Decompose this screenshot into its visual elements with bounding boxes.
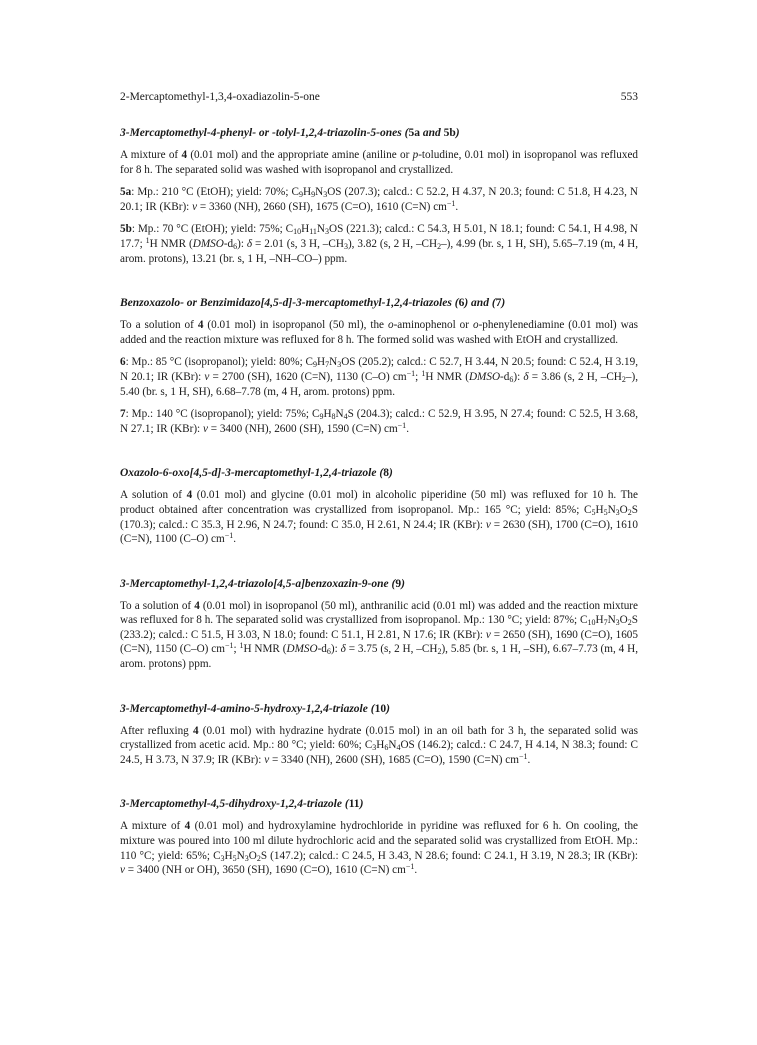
section-heading: 3-Mercaptomethyl-4,5-dihydroxy-1,2,4-triazole (11) <box>120 798 364 811</box>
procedure-paragraph: After refluxing 4 (0.01 mol) with hydrazine hydrate (0.015 mol) in an oil bath for 3 h, the separated solid was crystallized from acetic acid. Mp.: 80 °C; yield: 60%; $C_3H_6N_4OS$ (146.2); calcd.: C 24.7, H 4.14, N 38.3; found: C 24.5, H 3.73, N 37.9; IR (KBr): ν = 3340 (NH), 2600 (SH), 1685 (C=O), 1590 (C=N) $cm^{-1}$. <box>120 724 638 766</box>
compound-data-5b: 5b: Mp.: 70 °C (EtOH); yield: 75%; $C_{10}H_{11}N_3OS$ (221.3); calcd.: C 54.3, H 5.01, N 18.1; found: C 54.1, H 4.98, N 17.7; $^1$H NMR $(DMSO-d_6)$: δ = 2.01 (s, 3 H, $-CH_3$), 3.82 (s, 2 H, $-CH_2-$), 4.99 (br. s, 1 H, SH), 5.65–7.19 (m, 4 H, arom. protons), 13.21 (br. s, 1 H, –NH–CO–) ppm. <box>120 223 638 265</box>
procedure-paragraph: A mixture of 4 (0.01 mol) and hydroxylamine hydrochloride in pyridine was refluxed for 6 h. On cooling, the mixture was poured into 100 ml dilute hydrochloric acid and the separated solid was crystallized from EtOH. Mp.: 110 °C; yield: 65%; $C_3H_5N_3O_2S$ (147.2); calcd.: C 24.5, H 3.43, N 28.6; found: C 24.1, H 3.19, N 28.3; IR (KBr): ν = 3400 (NH or OH), 3650 (SH), 1690 (C=O), 1610 (C=N) $cm^{-1}$. <box>120 820 638 877</box>
section-heading: 3-Mercaptomethyl-4-phenyl- or -tolyl-1,2,4-triazolin-5-ones (5a and 5b) <box>120 127 460 139</box>
procedure-paragraph: A solution of 4 (0.01 mol) and glycine (0.01 mol) in alcoholic piperidine (50 ml) was refluxed for 10 h. The product obtained after concentration was crystallized from isopropanol. Mp.: 165 °C; yield: 85%; $C_5H_5N_3O_2S$ (170.3); calcd.: C 35.3, H 2.96, N 24.7; found: C 35.0, H 2.61, N 24.4; IR (KBr): ν = 2630 (SH), 1700 (C=O), 1610 (C=N), 1100 (C–O) $cm^{-1}$. <box>120 489 638 546</box>
procedure-paragraph: To a solution of 4 (0.01 mol) in isopropanol (50 ml), the o-aminophenol or o-phenylenediamine (0.01 mol) was added and the reaction mixture was refluxed for 8 h. The formed solid was washed with EtOH and crystallized. <box>120 319 639 346</box>
section-5a-5b <box>120 126 638 266</box>
running-head <box>120 90 638 104</box>
page <box>120 90 638 878</box>
section-heading: 3-Mercaptomethyl-4-amino-5-hydroxy-1,2,4-triazole (10) <box>120 702 390 715</box>
procedure-paragraph: A mixture of 4 (0.01 mol) and the appropriate amine (aniline or p-toludine, 0.01 mol) in isopropanol was refluxed for 8 h. The separated solid was washed with isopropanol and crystallized. <box>120 149 638 176</box>
procedure-paragraph: To a solution of 4 (0.01 mol) in isopropanol (50 ml), anthranilic acid (0.01 ml) was added and the reaction mixture was refluxed for 8 h. The separated solid was crystallized from isopropanol. Mp.: 130 °C; yield: 87%; $C_{10}H_7N_3O_2S$ (233.2); calcd.: C 51.5, H 3.03, N 18.0; found: C 51.1, H 2.81, N 17.6; IR (KBr): ν = 2650 (SH), 1690 (C=O), 1605 (C=N), 1150 (C–O) $cm^{-1}$; $^1$H NMR $(DMSO-d_6)$: δ = 3.75 (s, 2 H, $-CH_2$), 5.85 (br. s, 1 H, –SH), 6.67–7.73 (m, 4 H, arom. protons) ppm. <box>120 599 638 671</box>
section-10 <box>120 702 638 768</box>
running-head-title: 2-Mercaptomethyl-1,3,4-oxadiazolin-5-one <box>120 91 320 103</box>
section-8 <box>120 466 638 546</box>
compound-data-5a: 5a: Mp.: 210 °C (EtOH); yield: 70%; $C_9H_9N_3OS$ (207.3); calcd.: C 52.2, H 4.37, N 20.3; found: C 51.8, H 4.23, N 20.1; IR (KBr): ν = 3360 (NH), 2660 (SH), 1675 (C=O), 1610 (C=N) $cm^{-1}$. <box>120 186 638 213</box>
page-number: 553 <box>620 91 638 103</box>
section-11 <box>120 797 638 877</box>
section-9 <box>120 577 638 672</box>
section-heading: 3-Mercaptomethyl-1,2,4-triazolo[4,5-a]benzoxazin-9-one (9) <box>120 577 405 590</box>
section-6-7 <box>120 296 638 436</box>
compound-data-6: 6: Mp.: 85 °C (isopropanol); yield: 80%; $C_9H_7N_3OS$ (205.2); calcd.: C 52.7, H 3.44, N 20.5; found: C 52.4, H 3.19, N 20.1; IR (KBr): ν = 2700 (SH), 1620 (C=N), 1130 (C–O) $cm^{-1}$; $^1$H NMR $(DMSO-d_6)$: δ = 3.86 (s, 2 H, $-CH_2-$), 5.40 (br. s, 1 H, SH), 6.68–7.78 (m, 4 H, arom. protons) ppm. <box>120 356 639 398</box>
section-heading: Oxazolo-6-oxo[4,5-d]-3-mercaptomethyl-1,2,4-triazole (8) <box>120 467 393 480</box>
section-heading: Benzoxazolo- or Benzimidazo[4,5-d]-3-mercaptomethyl-1,2,4-triazoles (6) and (7) <box>120 297 506 310</box>
compound-data-7: 7: Mp.: 140 °C (isopropanol); yield: 75%; $C_9H_8N_4S$ (204.3); calcd.: C 52.9, H 3.95, N 27.4; found: C 52.5, H 3.68, N 27.1; IR (KBr): ν = 3400 (NH), 2600 (SH), 1590 (C=N) $cm^{-1}$. <box>120 408 638 435</box>
